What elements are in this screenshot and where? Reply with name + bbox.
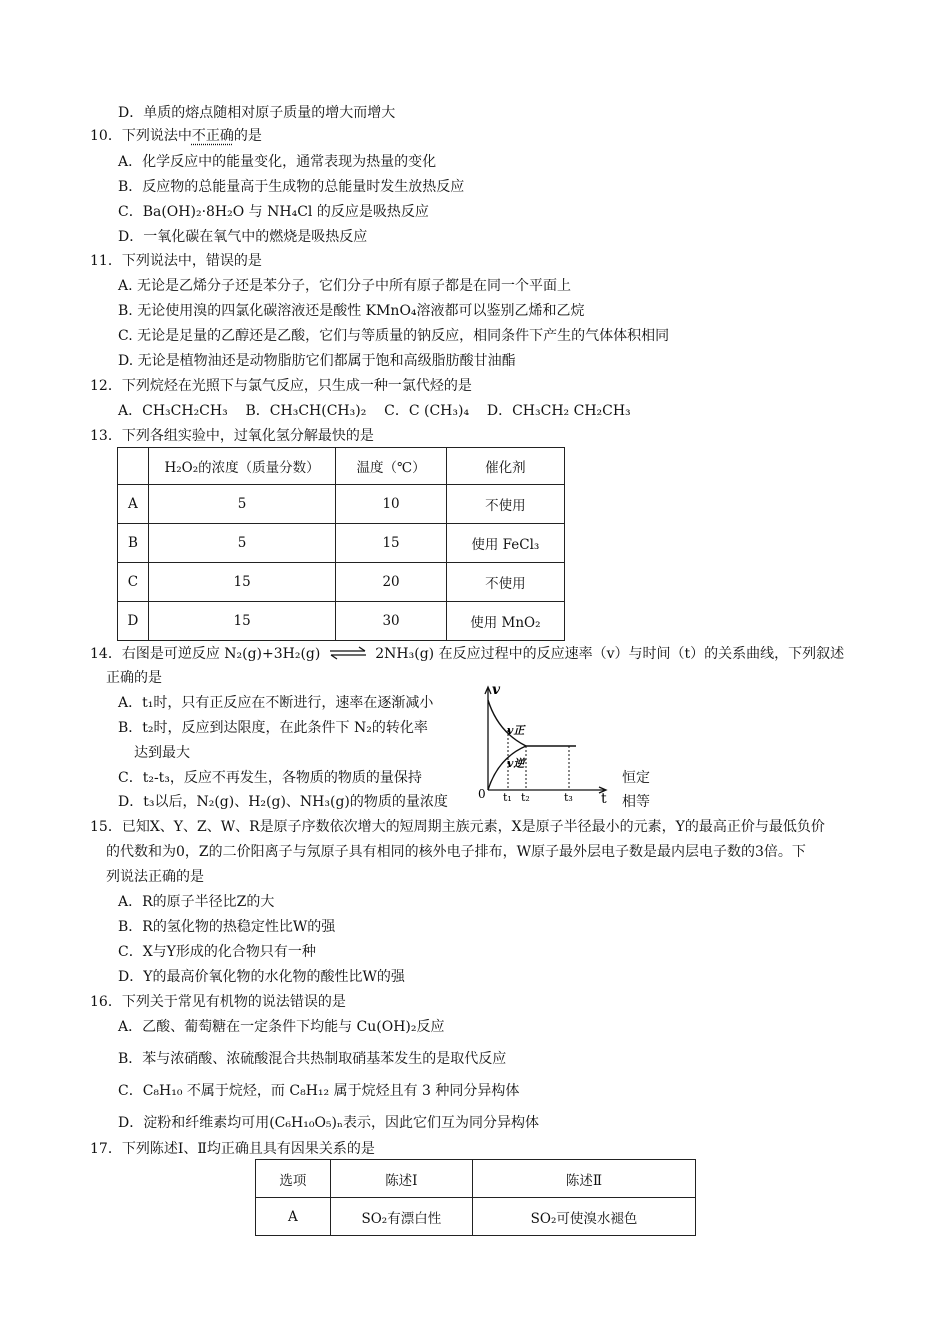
table-cell: SO₂有漂白性	[330, 1198, 472, 1236]
table-row	[118, 485, 565, 524]
q17-header-cell: 陈述Ⅰ	[330, 1160, 472, 1198]
q16-option-b: B．苯与浓硝酸、浓硫酸混合共热制取硝基苯发生的是取代反应	[118, 1051, 507, 1067]
q10-stem-b: 的是	[233, 128, 262, 144]
q14-stem-c: 正确的是	[106, 670, 162, 686]
q14-option-a: A．t₁时，只有正反应在不断进行，速率在逐渐减小	[118, 695, 434, 711]
q16-option-d: D．淀粉和纤维素均可用(C₆H₁₀O₅)ₙ表示，因此它们互为同分异构体	[118, 1115, 540, 1131]
q14-stem-b: 2NH₃(g) 在反应过程中的反应速率（v）与时间（t）的关系曲线，下列叙述	[375, 646, 845, 662]
q13-header-row	[118, 448, 565, 485]
q10-stem	[90, 127, 262, 145]
table-row	[256, 1198, 696, 1236]
table-cell: 不使用	[446, 563, 564, 602]
table-cell: B	[118, 524, 149, 563]
origin-label: 0	[478, 787, 486, 801]
q11-option-a: A. 无论是乙烯分子还是苯分子，它们分子中所有原子都是在同一个平面上	[118, 278, 572, 294]
table-cell: A	[256, 1198, 331, 1236]
table-row	[118, 602, 565, 641]
equilibrium-arrows-icon	[328, 646, 368, 660]
q13-header-cell: H₂O₂的浓度（质量分数）	[148, 448, 336, 485]
q14-option-d2: 相等	[622, 794, 650, 810]
q15-option-d: D．Y的最高价氧化物的水化物的酸性比W的强	[118, 969, 405, 985]
q13-stem: 13．下列各组实验中，过氧化氢分解最快的是	[90, 428, 374, 444]
reverse-rate-label: v逆	[507, 757, 525, 770]
q17-header-row	[256, 1160, 696, 1198]
q14-option-b2: 达到最大	[134, 745, 190, 761]
q15-stem-line1: 15．已知X、Y、Z、W、R是原子序数依次增大的短周期主族元素，X是原子半径最小的元素，Y的最高正价与最低负价	[90, 819, 825, 835]
table-cell: 5	[148, 485, 336, 524]
q17-header-cell: 陈述Ⅱ	[473, 1160, 696, 1198]
table-cell: 使用 FeCl₃	[446, 524, 564, 563]
q11-stem: 11．下列说法中，错误的是	[90, 253, 262, 269]
q15-option-c: C．X与Y形成的化合物只有一种	[118, 944, 316, 960]
q11-option-b: B. 无论使用溴的四氯化碳溶液还是酸性 KMnO₄溶液都可以鉴别乙烯和乙烷	[118, 303, 585, 319]
q10-option-c: C．Ba(OH)₂·8H₂O 与 NH₄Cl 的反应是吸热反应	[118, 204, 429, 220]
table-cell: 使用 MnO₂	[446, 602, 564, 641]
q17-stem: 17．下列陈述Ⅰ、Ⅱ均正确且具有因果关系的是	[90, 1141, 375, 1157]
forward-rate-curve	[488, 700, 526, 746]
q14-option-c2: 恒定	[622, 770, 650, 786]
q10-stem-a: 下列说法中	[121, 128, 192, 144]
t-axis-label: t	[601, 791, 607, 805]
table-cell: 10	[336, 485, 446, 524]
t3-label: t₃	[564, 791, 573, 804]
q16-stem: 16．下列关于常见有机物的说法错误的是	[90, 994, 346, 1010]
q13-header-cell: 催化剂	[446, 448, 564, 485]
q13-table	[117, 447, 565, 641]
table-cell: 15	[148, 563, 336, 602]
q11-option-d: D. 无论是植物油还是动物脂肪它们都属于饱和高级脂肪酸甘油酯	[118, 353, 516, 369]
table-cell: 5	[148, 524, 336, 563]
q15-stem-line2: 的代数和为0，Z的二价阳离子与氖原子具有相同的核外电子排布，W原子最外层电子数是最内层电子数的3倍。下	[106, 844, 806, 860]
q17-header-cell: 选项	[256, 1160, 331, 1198]
q13-header-cell	[118, 448, 149, 485]
table-cell: 30	[336, 602, 446, 641]
forward-rate-label: v正	[507, 724, 525, 737]
q15-option-b: B．R的氢化物的热稳定性比W的强	[118, 919, 336, 935]
q16-option-c: C．C₈H₁₀ 不属于烷烃，而 C₈H₁₂ 属于烷烃且有 3 种同分异构体	[118, 1083, 520, 1099]
q17-table	[255, 1159, 696, 1236]
table-cell: 20	[336, 563, 446, 602]
q15-stem-line3: 列说法正确的是	[106, 869, 204, 885]
table-cell: SO₂可使溴水褪色	[473, 1198, 696, 1236]
q9-option-d: D．单质的熔点随相对原子质量的增大而增大	[118, 105, 396, 121]
q13-header-cell: 温度（℃）	[336, 448, 446, 485]
q10-option-a: A．化学反应中的能量变化，通常表现为热量的变化	[118, 154, 437, 170]
v-axis-label: v	[492, 682, 501, 698]
q12-options: A．CH₃CH₂CH₃ B．CH₃CH(CH₃)₂ C．C (CH₃)₄ D．CH₃CH₂ CH₂CH₃	[118, 403, 631, 419]
table-cell: 15	[336, 524, 446, 563]
q14-stem	[90, 645, 844, 663]
table-row	[118, 524, 565, 563]
table-cell: D	[118, 602, 149, 641]
q10-option-b: B．反应物的总能量高于生成物的总能量时发生放热反应	[118, 179, 465, 195]
q14-stem-a: 14．右图是可逆反应 N₂(g)+3H₂(g)	[90, 646, 321, 662]
rate-time-graph	[470, 680, 615, 805]
q14-option-b1: B．t₂时，反应到达限度，在此条件下 N₂的转化率	[118, 720, 428, 736]
table-cell: A	[118, 485, 149, 524]
q14-option-d1: D．t₃以后，N₂(g)、H₂(g)、NH₃(g)的物质的量浓度	[118, 794, 448, 810]
table-cell: C	[118, 563, 149, 602]
t2-label: t₂	[521, 791, 530, 804]
table-cell: 不使用	[446, 485, 564, 524]
q15-option-a: A．R的原子半径比Z的大	[118, 894, 275, 910]
q16-option-a: A．乙酸、葡萄糖在一定条件下均能与 Cu(OH)₂反应	[118, 1019, 445, 1035]
t1-label: t₁	[503, 791, 512, 804]
q10-option-d: D．一氧化碳在氧气中的燃烧是吸热反应	[118, 229, 368, 245]
q11-option-c: C. 无论是足量的乙醇还是乙酸，它们与等质量的钠反应，相同条件下产生的气体体积相同	[118, 328, 670, 344]
table-row	[118, 563, 565, 602]
q12-stem: 12．下列烷烃在光照下与氯气反应，只生成一种一氯代烃的是	[90, 378, 472, 394]
q14-option-c1: C．t₂-t₃，反应不再发生，各物质的物质的量保持	[118, 770, 422, 786]
table-cell: 15	[148, 602, 336, 641]
q10-number: 10．	[90, 128, 122, 144]
q10-stem-emphasis: 不正确	[191, 128, 234, 144]
